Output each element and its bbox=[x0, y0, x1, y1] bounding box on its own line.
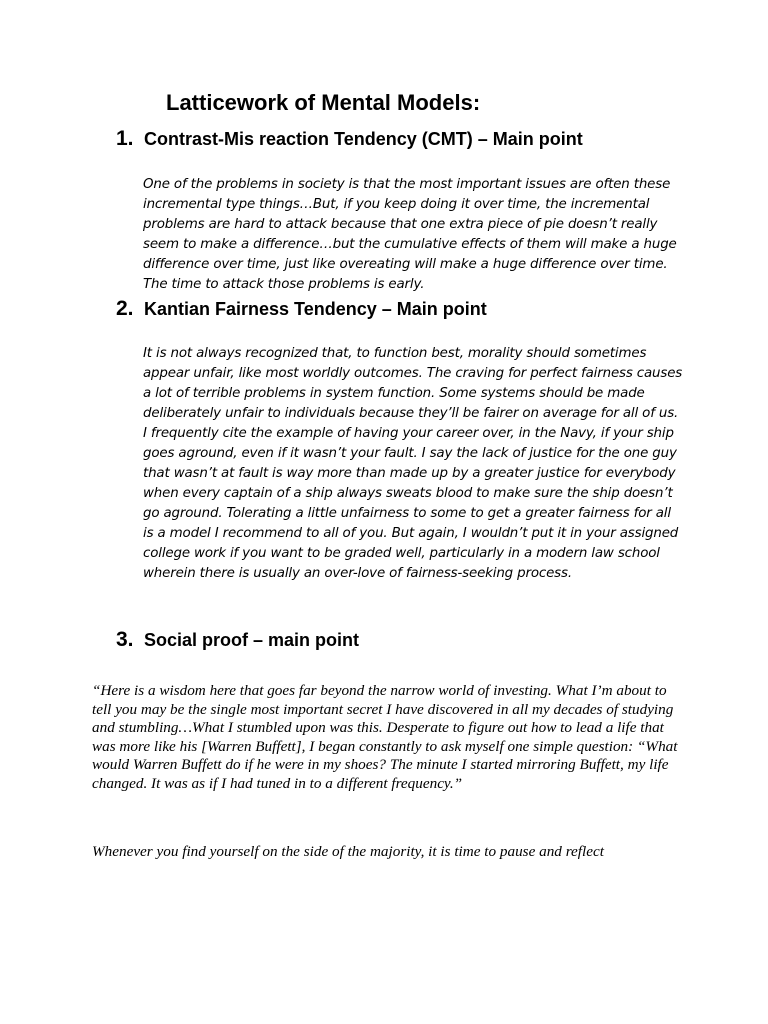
section-2-number: 2. bbox=[116, 297, 134, 320]
section-3-number: 3. bbox=[116, 628, 134, 651]
section-1-heading bbox=[116, 126, 583, 152]
section-1-title: Contrast-Mis reaction Tendency (CMT) – Main point bbox=[144, 129, 583, 149]
section-2-text: It is not always recognized that, to function best, morality should sometimes appear unfair, like most worldly outcomes. The craving for perfect fairness causes a lot of terrible problems in system function. Some systems should be made deliberately unfair to individuals because they’ll be fairer on average for all of us. I frequently cite the example of having your career over, in the Navy, if your ship goes aground, even if it wasn’t your fault. I say the lack of justice for the one guy that wasn’t at fault is way more than made up by a greater justice for everybody when every captain of a ship always sweats blood to make sure the ship doesn’t go aground. Tolerating a little unfairness to some to get a greater fairness for all is a model I recommend to all of you. But again, I wouldn’t put it in your assigned college work if you want to be graded well, particularly in a modern law school wherein there is usually an over-love of fairness-seeking process. bbox=[143, 346, 683, 581]
section-1-text: One of the problems in society is that the most important issues are often these incremental type things…But, if you keep doing it over time, the incremental problems are hard to attack because that one extra piece of pie doesn’t really seem to make a difference…but the cumulative effects of them will make a huge difference over time, just like overeating will make a huge difference over time. The time to attack those problems is early. bbox=[143, 177, 677, 292]
section-2-heading bbox=[116, 296, 487, 322]
section-1-number: 1. bbox=[116, 127, 134, 150]
section-3-title: Social proof – main point bbox=[144, 630, 360, 650]
section-3-quote: “Here is a wisdom here that goes far beyond the narrow world of investing. What I’m about to tell you may be the single most important secret I have discovered in all my decades of studying and stumbling…What I stumbled upon was this. Desperate to figure out how to lead a life that was more like his [Warren Buffett], I began constantly to ask myself one simple question: “What would Warren Buffett do if he were in my shoes? The minute I started mirroring Buffett, my life changed. It was as if I had tuned in to a different frequency.” bbox=[92, 682, 678, 792]
document-title: Latticework of Mental Models: bbox=[166, 90, 481, 115]
section-2-title: Kantian Fairness Tendency – Main point bbox=[144, 299, 487, 319]
section-3-closing: Whenever you find yourself on the side of the majority, it is time to pause and reflect bbox=[92, 843, 604, 860]
section-3-heading bbox=[116, 627, 359, 653]
